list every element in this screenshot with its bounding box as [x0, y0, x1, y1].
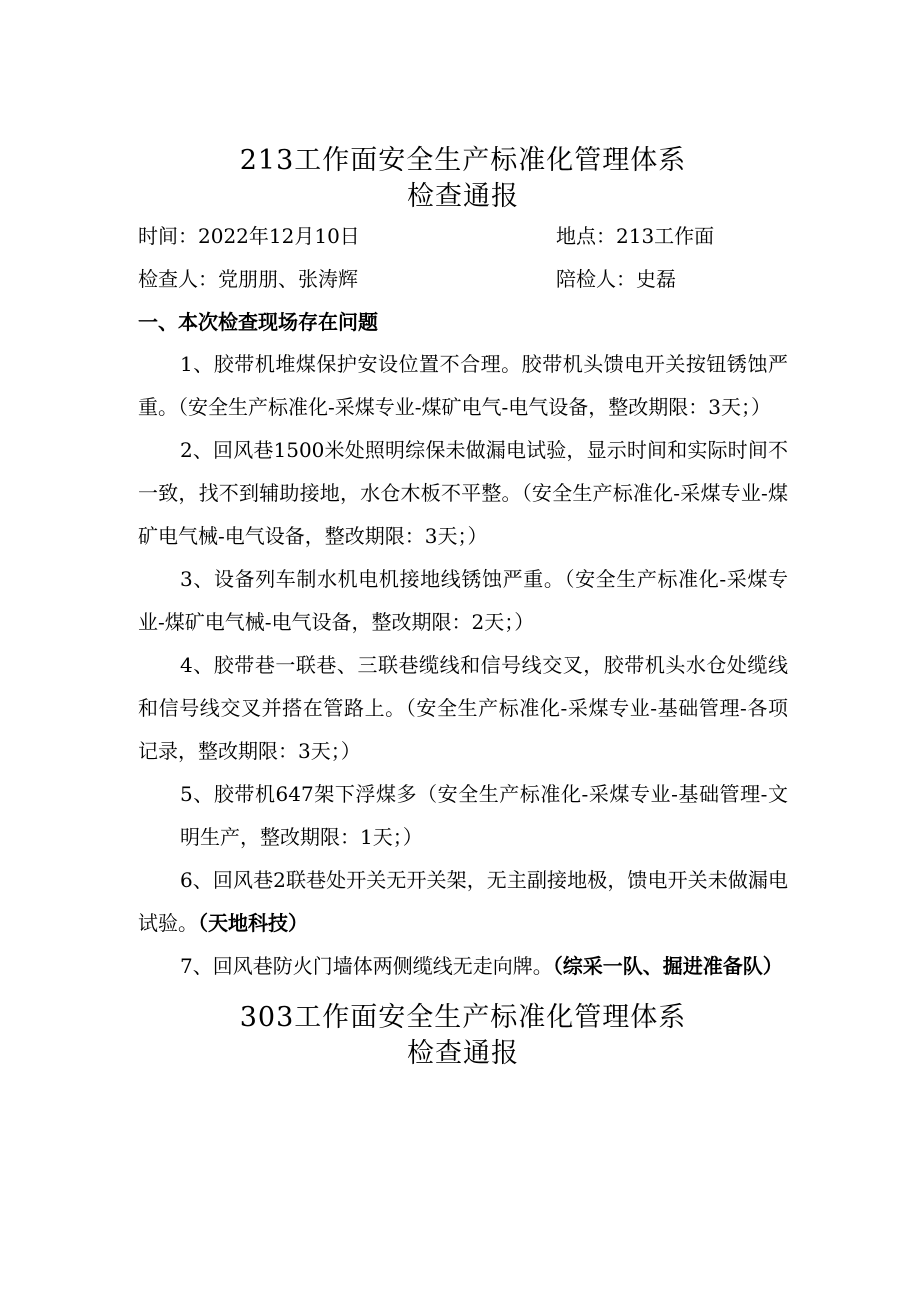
responsible-party: （综采一队、掘进准备队）	[552, 954, 783, 978]
issue-item-4	[138, 644, 788, 773]
issue-item-3	[138, 558, 788, 644]
inspection-time: 时间：2022年12月10日	[138, 224, 360, 248]
second-report-title-line2: 检查通报	[407, 1038, 519, 1069]
report-title-line2: 检查通报	[407, 181, 519, 212]
second-report-title-line1: 303工作面安全生产标准化管理体系	[239, 1002, 687, 1033]
escort: 陪检人：史磊	[556, 267, 676, 291]
document-page	[138, 143, 788, 1072]
issue-item-6	[138, 859, 788, 945]
issue-item-text: 5、胶带机647架下浮煤多（安全生产标准化-采煤专业-基础管理-文明生产，整改期限：1天；）	[180, 782, 788, 849]
issue-item-text: 6、回风巷2联巷处开关无开关架，无主副接地极，馈电开关未做漏电试验。	[138, 868, 788, 935]
meta-row-people	[138, 258, 788, 301]
issue-item-5	[138, 773, 788, 859]
report-title-line1: 213工作面安全生产标准化管理体系	[239, 145, 687, 176]
issue-item-text: 7、回风巷防火门墙体两侧缆线无走向牌。	[180, 954, 553, 978]
issue-item-1	[138, 343, 788, 429]
issue-item-text: 2、回风巷1500米处照明综保未做漏电试验，显示时间和实际时间不一致，找不到辅助接地，水仓木板不平整。（安全生产标准化-采煤专业-煤矿电气械-电气设备，整改期限：3天；）	[138, 438, 788, 548]
issue-item-7	[138, 945, 788, 988]
inspectors: 检查人：党朋朋、张涛辉	[138, 267, 358, 291]
issue-item-text: 3、设备列车制水机电机接地线锈蚀严重。（安全生产标准化-采煤专业-煤矿电气械-电气设备，整改期限：2天；）	[138, 567, 788, 634]
issue-item-2	[138, 429, 788, 558]
section-heading: 一、本次检查现场存在问题	[138, 310, 378, 334]
issue-item-text: 4、胶带巷一联巷、三联巷缆线和信号线交叉，胶带机头水仓处缆线和信号线交叉并搭在管路上。（安全生产标准化-采煤专业-基础管理-各项记录，整改期限：3天；）	[138, 653, 788, 763]
issue-item-text: 1、胶带机堆煤保护安设位置不合理。胶带机头馈电开关按钮锈蚀严重。（安全生产标准化-采煤专业-煤矿电气-电气设备，整改期限：3天；）	[138, 352, 788, 419]
responsible-party: （天地科技）	[198, 911, 308, 935]
inspection-location: 地点：213工作面	[556, 224, 715, 248]
meta-row-time-location	[138, 215, 788, 258]
